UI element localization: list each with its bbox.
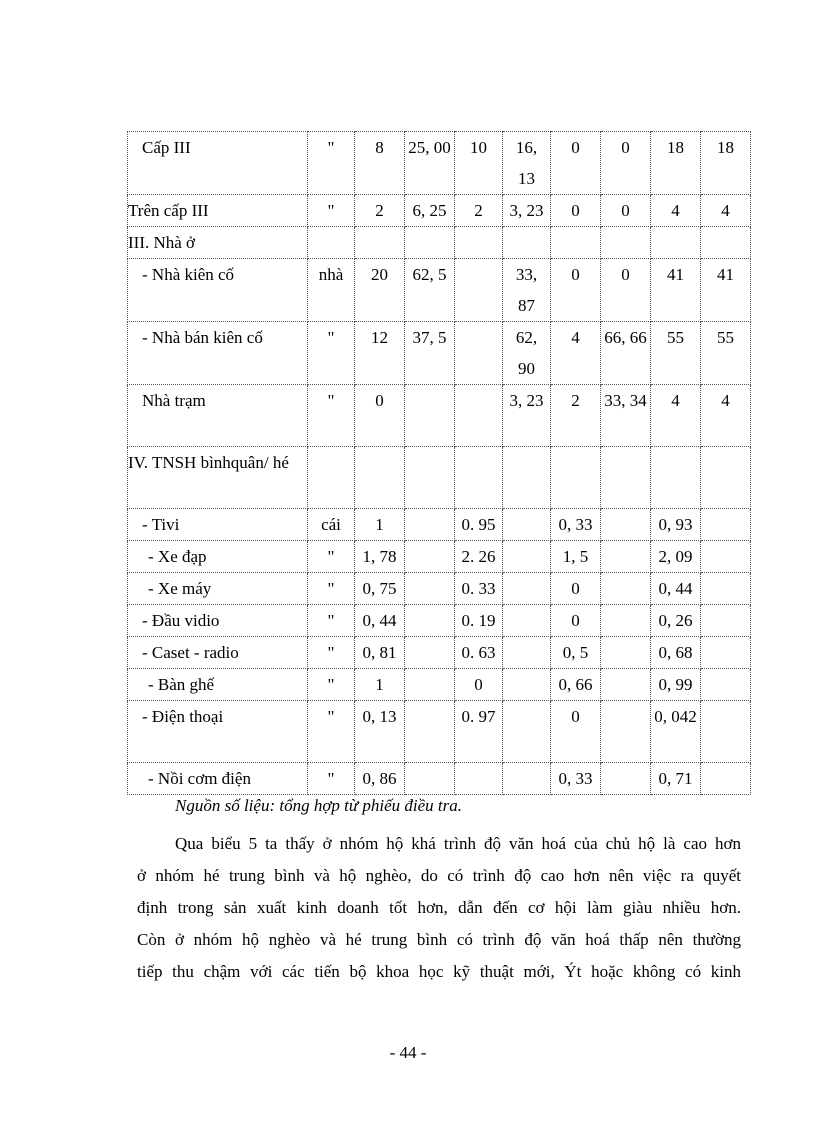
table-row — [128, 605, 751, 637]
table-cell: 18 — [701, 132, 751, 195]
page-number: - 44 - — [389, 1043, 427, 1062]
table-cell — [701, 763, 751, 795]
table-cell: 0 — [551, 573, 601, 605]
table-cell — [551, 227, 601, 259]
table-row — [128, 322, 751, 385]
table-cell — [701, 509, 751, 541]
table-cell — [601, 763, 651, 795]
table-cell: 2. 26 — [455, 541, 503, 573]
table-cell — [701, 701, 751, 763]
table-cell — [405, 637, 455, 669]
table-cell — [405, 541, 455, 573]
table-cell: 2, 09 — [651, 541, 701, 573]
table-cell: 3, 23 — [503, 195, 551, 227]
table-cell — [701, 227, 751, 259]
table-cell: 4 — [551, 322, 601, 385]
table-cell: 0 — [355, 385, 405, 447]
table-cell: 0, 44 — [651, 573, 701, 605]
body-paragraph — [137, 828, 741, 988]
table-cell — [503, 637, 551, 669]
row-unit: " — [308, 541, 355, 573]
table-cell — [405, 669, 455, 701]
row-unit: " — [308, 763, 355, 795]
table-cell: 0, 66 — [551, 669, 601, 701]
table-row — [128, 763, 751, 795]
table-cell: 4 — [651, 195, 701, 227]
table-cell — [405, 573, 455, 605]
row-label: - Tivi — [128, 509, 308, 541]
paragraph-line: Qua biểu 5 ta thấy ở nhóm hộ khá trình độ văn hoá của chủ hộ là cao hơn — [175, 834, 741, 853]
table-cell: 12 — [355, 322, 405, 385]
table-cell: 1, 5 — [551, 541, 601, 573]
table-cell: 66, 66 — [601, 322, 651, 385]
table-cell: 16, 13 — [503, 132, 551, 195]
table-cell — [455, 447, 503, 509]
table-cell — [601, 605, 651, 637]
paragraph-line: ở nhóm hé trung bình và hộ nghèo, do có trình độ cao hơn nên việc ra quyết — [137, 866, 741, 885]
table-cell — [701, 669, 751, 701]
paragraph-line: Còn ở nhóm hộ nghèo và hé trung bình có trình độ văn hoá thấp nên thường — [137, 930, 741, 949]
table-cell: 10 — [455, 132, 503, 195]
row-unit: cái — [308, 509, 355, 541]
table-cell — [503, 541, 551, 573]
table-cell: 4 — [651, 385, 701, 447]
table-cell: 0, 26 — [651, 605, 701, 637]
table-cell: 0. 63 — [455, 637, 503, 669]
table-cell: 25, 00 — [405, 132, 455, 195]
table-cell: 2 — [355, 195, 405, 227]
table-cell — [405, 701, 455, 763]
table-cell — [405, 227, 455, 259]
table-cell: 1 — [355, 669, 405, 701]
table-cell: 2 — [455, 195, 503, 227]
table-cell — [701, 605, 751, 637]
table-row — [128, 573, 751, 605]
table-row — [128, 195, 751, 227]
table-cell: 0 — [551, 259, 601, 322]
table-cell — [455, 385, 503, 447]
table-cell — [405, 763, 455, 795]
table-row — [128, 701, 751, 763]
table-cell — [701, 447, 751, 509]
table-cell: 55 — [701, 322, 751, 385]
table-cell: 0 — [551, 605, 601, 637]
table-cell: 0, 99 — [651, 669, 701, 701]
table-cell: 3, 23 — [503, 385, 551, 447]
row-label: Trên cấp III — [128, 195, 308, 227]
table-cell — [503, 509, 551, 541]
table-cell — [405, 385, 455, 447]
table-cell: 33, 34 — [601, 385, 651, 447]
table-cell: 4 — [701, 385, 751, 447]
table-cell — [503, 701, 551, 763]
table-cell: 0, 33 — [551, 509, 601, 541]
table-cell — [701, 573, 751, 605]
table-cell — [455, 763, 503, 795]
table-cell — [601, 227, 651, 259]
table-cell: 0, 86 — [355, 763, 405, 795]
table-cell: 0. 97 — [455, 701, 503, 763]
table-cell — [651, 227, 701, 259]
table-cell — [503, 447, 551, 509]
table-cell — [601, 573, 651, 605]
table-cell — [455, 227, 503, 259]
table-cell: 0 — [551, 701, 601, 763]
table-cell: 0, 93 — [651, 509, 701, 541]
table-cell: 0 — [601, 132, 651, 195]
row-label: - Xe máy — [128, 573, 308, 605]
table-cell — [601, 509, 651, 541]
table-cell: 37, 5 — [405, 322, 455, 385]
table-cell: 62, 5 — [405, 259, 455, 322]
table-cell: 6, 25 — [405, 195, 455, 227]
row-label: - Nồi cơm điện — [128, 763, 308, 795]
table-cell: 0, 44 — [355, 605, 405, 637]
table-cell: 0 — [551, 195, 601, 227]
table-cell: 0 — [455, 669, 503, 701]
table-cell: 1 — [355, 509, 405, 541]
row-unit — [308, 227, 355, 259]
table-row — [128, 385, 751, 447]
row-label: - Nhà bán kiên cố — [128, 322, 308, 385]
table-cell: 0 — [601, 259, 651, 322]
table-cell: 33, 87 — [503, 259, 551, 322]
table-cell: 41 — [701, 259, 751, 322]
row-unit: " — [308, 195, 355, 227]
row-unit: " — [308, 637, 355, 669]
row-label: - Điện thoại — [128, 701, 308, 763]
row-unit: " — [308, 605, 355, 637]
table-cell — [601, 637, 651, 669]
table-row — [128, 541, 751, 573]
table-cell — [701, 637, 751, 669]
table-cell: 0 — [601, 195, 651, 227]
table-cell: 0, 68 — [651, 637, 701, 669]
row-label: IV. TNSH bìnhquân/ hé — [128, 447, 308, 509]
table-cell — [503, 605, 551, 637]
row-unit — [308, 447, 355, 509]
table-cell: 0, 75 — [355, 573, 405, 605]
table-cell — [701, 541, 751, 573]
table-cell — [355, 447, 405, 509]
table-row — [128, 132, 751, 195]
table-cell: 1, 78 — [355, 541, 405, 573]
table-row — [128, 259, 751, 322]
row-label: III. Nhà ở — [128, 227, 308, 259]
table-cell — [601, 701, 651, 763]
row-unit: " — [308, 132, 355, 195]
table-cell: 20 — [355, 259, 405, 322]
row-unit: " — [308, 573, 355, 605]
table-row — [128, 447, 751, 509]
table-cell: 55 — [651, 322, 701, 385]
row-label: - Đầu vidio — [128, 605, 308, 637]
table-row — [128, 669, 751, 701]
table-cell: 0. 33 — [455, 573, 503, 605]
paragraph-line: định trong sản xuất kinh doanh tốt hơn, dẫn đến cơ hội làm giàu nhiều hơn. — [137, 898, 741, 917]
paragraph-line: tiếp thu chậm với các tiến bộ khoa học kỹ thuật mới, Ýt hoặc không có kinh — [137, 962, 741, 981]
table-cell — [405, 447, 455, 509]
table-cell: 0, 042 — [651, 701, 701, 763]
table-cell: 0, 71 — [651, 763, 701, 795]
table-cell: 41 — [651, 259, 701, 322]
row-label: Cấp III — [128, 132, 308, 195]
row-label: - Caset - radio — [128, 637, 308, 669]
table-cell: 62, 90 — [503, 322, 551, 385]
table-cell — [503, 763, 551, 795]
table-cell — [651, 447, 701, 509]
table-row — [128, 509, 751, 541]
table-cell: 0, 5 — [551, 637, 601, 669]
row-unit: " — [308, 385, 355, 447]
table-cell — [405, 605, 455, 637]
table-cell: 0, 81 — [355, 637, 405, 669]
table-cell — [355, 227, 405, 259]
table-cell — [455, 322, 503, 385]
row-unit: " — [308, 322, 355, 385]
table-cell — [405, 509, 455, 541]
table-cell: 0. 95 — [455, 509, 503, 541]
source-note: Nguồn số liệu: tổng hợp từ phiếu điều tra. — [175, 796, 463, 815]
table-cell: 2 — [551, 385, 601, 447]
table-cell: 18 — [651, 132, 701, 195]
table-cell: 0, 13 — [355, 701, 405, 763]
table-cell — [601, 447, 651, 509]
table-cell — [601, 541, 651, 573]
row-label: - Xe đạp — [128, 541, 308, 573]
table-row — [128, 637, 751, 669]
table-cell: 0, 33 — [551, 763, 601, 795]
table-cell — [503, 227, 551, 259]
table-cell — [551, 447, 601, 509]
table-cell — [455, 259, 503, 322]
row-unit: " — [308, 701, 355, 763]
row-unit: " — [308, 669, 355, 701]
table-cell — [503, 573, 551, 605]
row-label: - Nhà kiên cố — [128, 259, 308, 322]
table-cell: 4 — [701, 195, 751, 227]
table-cell: 0 — [551, 132, 601, 195]
table-row — [128, 227, 751, 259]
table-cell — [601, 669, 651, 701]
table-cell: 0. 19 — [455, 605, 503, 637]
row-label: Nhà trạm — [128, 385, 308, 447]
table-cell: 8 — [355, 132, 405, 195]
statistics-table — [127, 131, 751, 795]
row-label: - Bàn ghế — [128, 669, 308, 701]
table-cell — [503, 669, 551, 701]
row-unit: nhà — [308, 259, 355, 322]
